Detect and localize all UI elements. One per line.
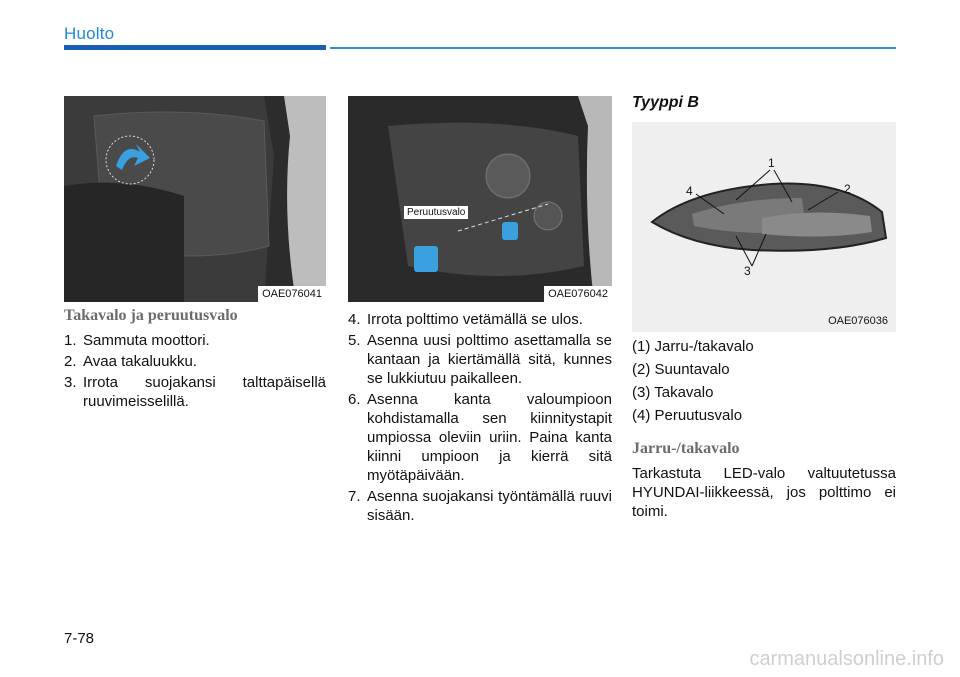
header-rule-accent xyxy=(64,45,326,50)
step-item xyxy=(348,390,612,485)
step-number: 5. xyxy=(348,332,361,349)
column-2 xyxy=(348,310,612,527)
header-rule xyxy=(330,47,896,49)
step-item xyxy=(348,487,612,525)
type-heading: Tyyppi B xyxy=(632,94,699,111)
step-item xyxy=(348,310,612,329)
lamp-legend xyxy=(632,337,896,425)
legend-item: (4) Peruutusvalo xyxy=(632,407,743,424)
callout-2: 2 xyxy=(844,182,851,196)
page-number: 7-78 xyxy=(64,630,95,647)
callout-4: 4 xyxy=(686,184,693,198)
bulb-callout: Peruutusvalo xyxy=(404,206,468,219)
body-paragraph: Tarkastuta LED-valo valtuutetussa HYUNDAI-liikkeessä, jos polttimo ei toimi. xyxy=(632,465,896,520)
tail-lamp-illustration xyxy=(632,122,896,332)
legend-item: (3) Takavalo xyxy=(632,384,714,401)
subsection-heading: Jarru-/takavalo xyxy=(632,440,740,457)
legend-item: (1) Jarru-/takavalo xyxy=(632,338,754,355)
step-number: 6. xyxy=(348,391,361,408)
figure-code: OAE076042 xyxy=(544,286,612,302)
step-number: 1. xyxy=(64,332,77,349)
callout-3: 3 xyxy=(744,264,751,278)
column-3 xyxy=(632,337,896,521)
watermark: carmanualsonline.info xyxy=(749,648,944,670)
figure-tail-lamp xyxy=(632,122,896,332)
figure-bulb-removal xyxy=(348,96,612,302)
trunk-cover-illustration xyxy=(64,96,326,302)
figure-code: OAE076036 xyxy=(828,315,888,327)
step-text: Asenna kanta valoumpioon kohdistamalla sen kiinnitystapit umpiossa oleviin uriin. Paina kanta kiinni umpioon ja kierrä sitä myötäpäivään. xyxy=(367,391,612,484)
figure-trunk-cover xyxy=(64,96,326,302)
legend-item: (2) Suuntavalo xyxy=(632,361,730,378)
callout-1: 1 xyxy=(768,156,775,170)
step-item xyxy=(348,331,612,388)
step-number: 7. xyxy=(348,488,361,505)
step-number: 3. xyxy=(64,374,77,391)
steps-list xyxy=(348,310,612,525)
section-title: Huolto xyxy=(64,24,115,43)
step-text: Avaa takaluukku. xyxy=(83,353,197,370)
step-text: Irrota polttimo vetämällä se ulos. xyxy=(367,311,583,328)
step-number: 4. xyxy=(348,311,361,328)
step-text: Sammuta moottori. xyxy=(83,332,210,349)
step-text: Irrota suojakansi talttapäisellä ruuvimeisselillä. xyxy=(83,374,326,410)
step-item xyxy=(64,331,326,350)
step-text: Asenna suojakansi työntämällä ruuvi sisään. xyxy=(367,488,612,524)
step-item xyxy=(64,373,326,411)
column-1 xyxy=(64,306,326,413)
figure-code: OAE076041 xyxy=(258,286,326,302)
bulb-removal-illustration xyxy=(348,96,612,302)
step-item xyxy=(64,352,326,371)
steps-list xyxy=(64,331,326,411)
subsection-heading: Takavalo ja peruutusvalo xyxy=(64,307,238,324)
step-number: 2. xyxy=(64,353,77,370)
step-text: Asenna uusi polttimo asettamalla se kantaan ja kiertämällä sitä, kunnes se lukkiutuu paikalleen. xyxy=(367,332,612,387)
